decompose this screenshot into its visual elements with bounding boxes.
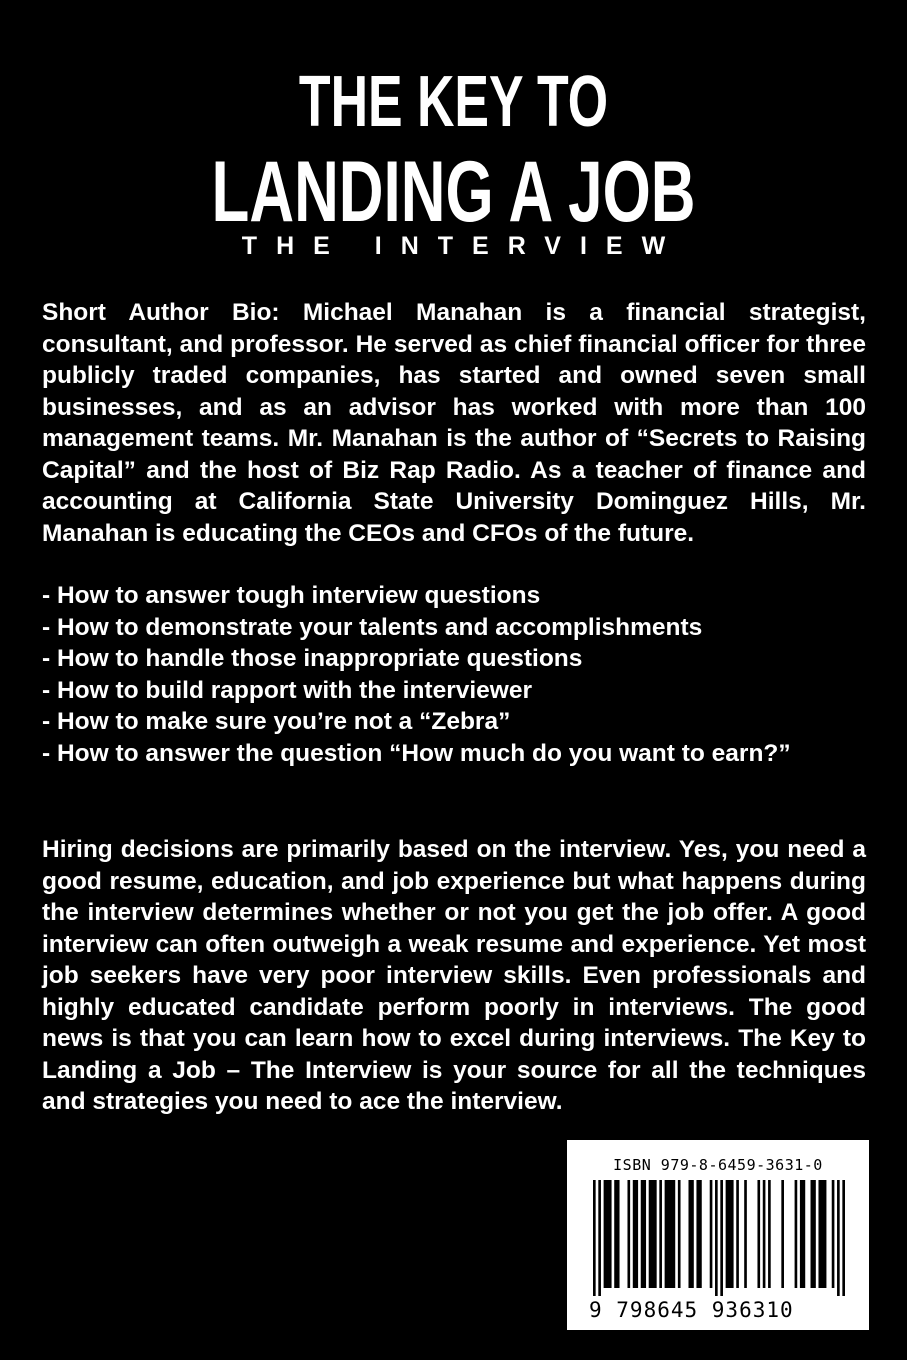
barcode-bar xyxy=(842,1180,845,1296)
book-description: Hiring decisions are primarily based on the interview. Yes, you need a good resume, education, and job experience but what happens during the interview determines whether or not you get the job offer. A good interview can often outweigh a weak resume and experience. Yet most job seekers have very poor interview skills. Even professionals and highly educated candidate perform poorly in interviews. The good news is that you can learn how to excel during interviews. The Key to Landing a Job – The Interview is your source for all the techniques and strategies you need to ace the interview. xyxy=(42,836,866,1115)
barcode-bar xyxy=(665,1180,676,1288)
barcode-bar xyxy=(763,1180,766,1288)
title-line-2: LANDING A JOB xyxy=(211,144,696,240)
barcode-bar xyxy=(832,1180,835,1288)
list-item: - How to build rapport with the interviewer xyxy=(42,676,533,704)
barcode-bar xyxy=(736,1180,739,1288)
barcode-bar xyxy=(768,1180,771,1288)
barcode-bar xyxy=(659,1180,662,1288)
ean-digits: 9 798645 936310 xyxy=(589,1298,794,1322)
barcode-bar xyxy=(720,1180,723,1296)
barcode-bar xyxy=(614,1180,619,1288)
barcode-bar xyxy=(696,1180,701,1288)
title-line-1: THE KEY TO xyxy=(298,62,609,142)
barcode-bar xyxy=(781,1180,784,1288)
list-item: - How to demonstrate your talents and accomplishments xyxy=(42,613,703,641)
barcode-bar xyxy=(593,1180,596,1296)
barcode-bar xyxy=(757,1180,760,1288)
barcode-bar xyxy=(649,1180,657,1288)
subtitle: THE INTERVIEW xyxy=(241,232,685,260)
barcode-bar xyxy=(598,1180,601,1296)
barcode-bar xyxy=(811,1180,816,1288)
barcode-bar xyxy=(795,1180,798,1288)
barcode-bar xyxy=(726,1180,734,1288)
barcode xyxy=(567,1140,869,1330)
benefit-list xyxy=(42,580,791,769)
barcode-bar xyxy=(744,1180,747,1288)
list-item: - How to answer tough interview questions xyxy=(42,582,541,609)
barcode-bar xyxy=(800,1180,805,1288)
barcode-bar xyxy=(837,1180,840,1296)
list-item: - How to handle those inappropriate questions xyxy=(42,645,583,672)
barcode-bar xyxy=(604,1180,612,1288)
barcode-bar xyxy=(678,1180,681,1288)
author-bio: Short Author Bio: Michael Manahan is a financial strategist, consultant, and professor. He served as chief financial officer for three publicly traded companies, has started and owned seven small businesses, and as an advisor has worked with more than 100 management teams. Mr. Manahan is the author of “Secrets to Raising Capital” and the host of Biz Rap Radio. As a teacher of finance and accounting at California State University Dominguez Hills, Mr. Manahan is educating the CEOs and CFOs of the future. xyxy=(42,299,866,547)
barcode-bars-icon xyxy=(593,1180,845,1296)
barcode-bar xyxy=(710,1180,713,1288)
isbn-label: ISBN 979-8-6459-3631-0 xyxy=(613,1156,823,1174)
list-item: - How to answer the question “How much do you want to earn?” xyxy=(42,739,791,767)
barcode-bar xyxy=(818,1180,826,1288)
list-item: - How to make sure you’re not a “Zebra” xyxy=(42,708,511,735)
barcode-bar xyxy=(627,1180,630,1288)
barcode-bar xyxy=(715,1180,718,1296)
barcode-bar xyxy=(688,1180,693,1288)
barcode-bar xyxy=(641,1180,646,1288)
barcode-bar xyxy=(633,1180,638,1288)
